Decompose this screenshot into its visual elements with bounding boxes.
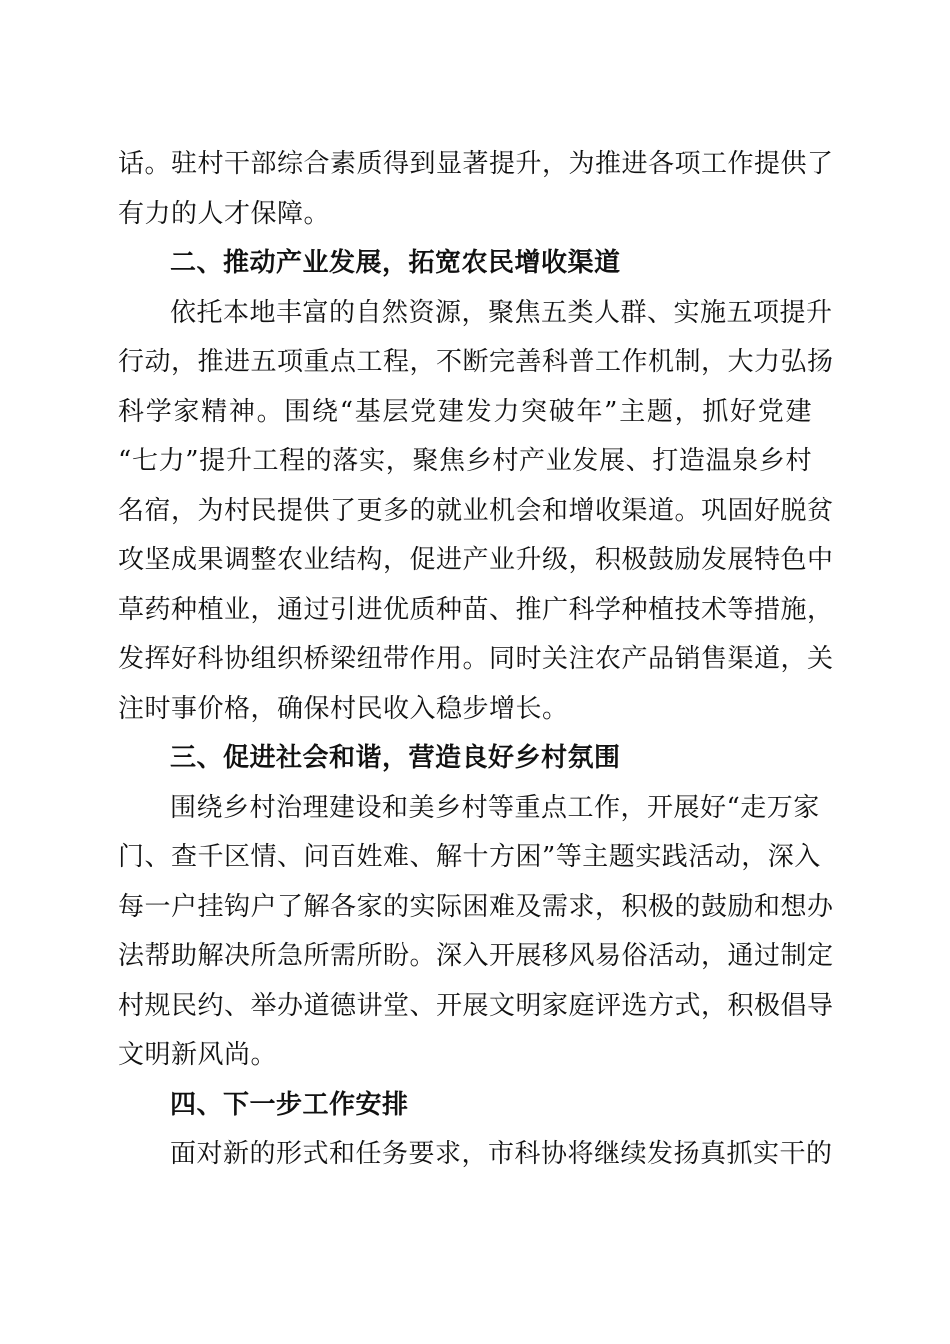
paragraph-line: 每一户挂钩户了解各家的实际困难及需求，积极的鼓励和想办	[118, 891, 834, 922]
paragraph-line: 注时事价格，确保村民收入稳步增长。	[118, 693, 569, 724]
paragraph-line: 村规民约、举办道德讲堂、开展文明家庭评选方式，积极倡导	[118, 990, 834, 1021]
section-heading-harmony: 三、促进社会和谐，营造良好乡村氛围	[170, 743, 621, 773]
paragraph-line: 话。驻村干部综合素质得到显著提升，为推进各项工作提供了	[118, 149, 834, 179]
paragraph-line: 名宿，为村民提供了更多的就业机会和增收渠道。巩固好脱贫	[118, 495, 834, 526]
paragraph-line: 法帮助解决所急所需所盼。深入开展移风易俗活动，通过制定	[118, 941, 834, 971]
paragraph-line: 科学家精神。围绕“基层党建发力突破年”主题，抓好党建	[118, 396, 812, 427]
paragraph-line: 发挥好科协组织桥梁纽带作用。同时关注农产品销售渠道，关	[118, 644, 834, 674]
paragraph-line: 门、查千区情、问百姓难、解十方困”等主题实践活动，深入	[118, 842, 821, 872]
paragraph-line: 依托本地丰富的自然资源，聚焦五类人群、实施五项提升	[170, 297, 833, 328]
paragraph-line: 围绕乡村治理建设和美乡村等重点工作，开展好“走万家	[170, 792, 820, 823]
paragraph-line: 有力的人才保障。	[118, 198, 331, 229]
paragraph-line: 文明新风尚。	[118, 1040, 278, 1070]
paragraph-line: 草药种植业，通过引进优质种苗、推广科学种植技术等措施，	[118, 594, 834, 625]
section-heading-next-steps: 四、下一步工作安排	[170, 1089, 409, 1120]
paragraph-line: “七力”提升工程的落实，聚焦乡村产业发展、打造温泉乡村	[118, 446, 812, 476]
section-heading-industry: 二、推动产业发展，拓宽农民增收渠道	[170, 248, 621, 278]
paragraph-line: 行动，推进五项重点工程，不断完善科普工作机制，大力弘扬	[118, 347, 834, 377]
document-body	[118, 140, 834, 1180]
paragraph-line: 攻坚成果调整农业结构，促进产业升级，积极鼓励发展特色中	[118, 545, 834, 575]
paragraph-line: 面对新的形式和任务要求，市科协将继续发扬真抓实干的	[170, 1139, 833, 1169]
